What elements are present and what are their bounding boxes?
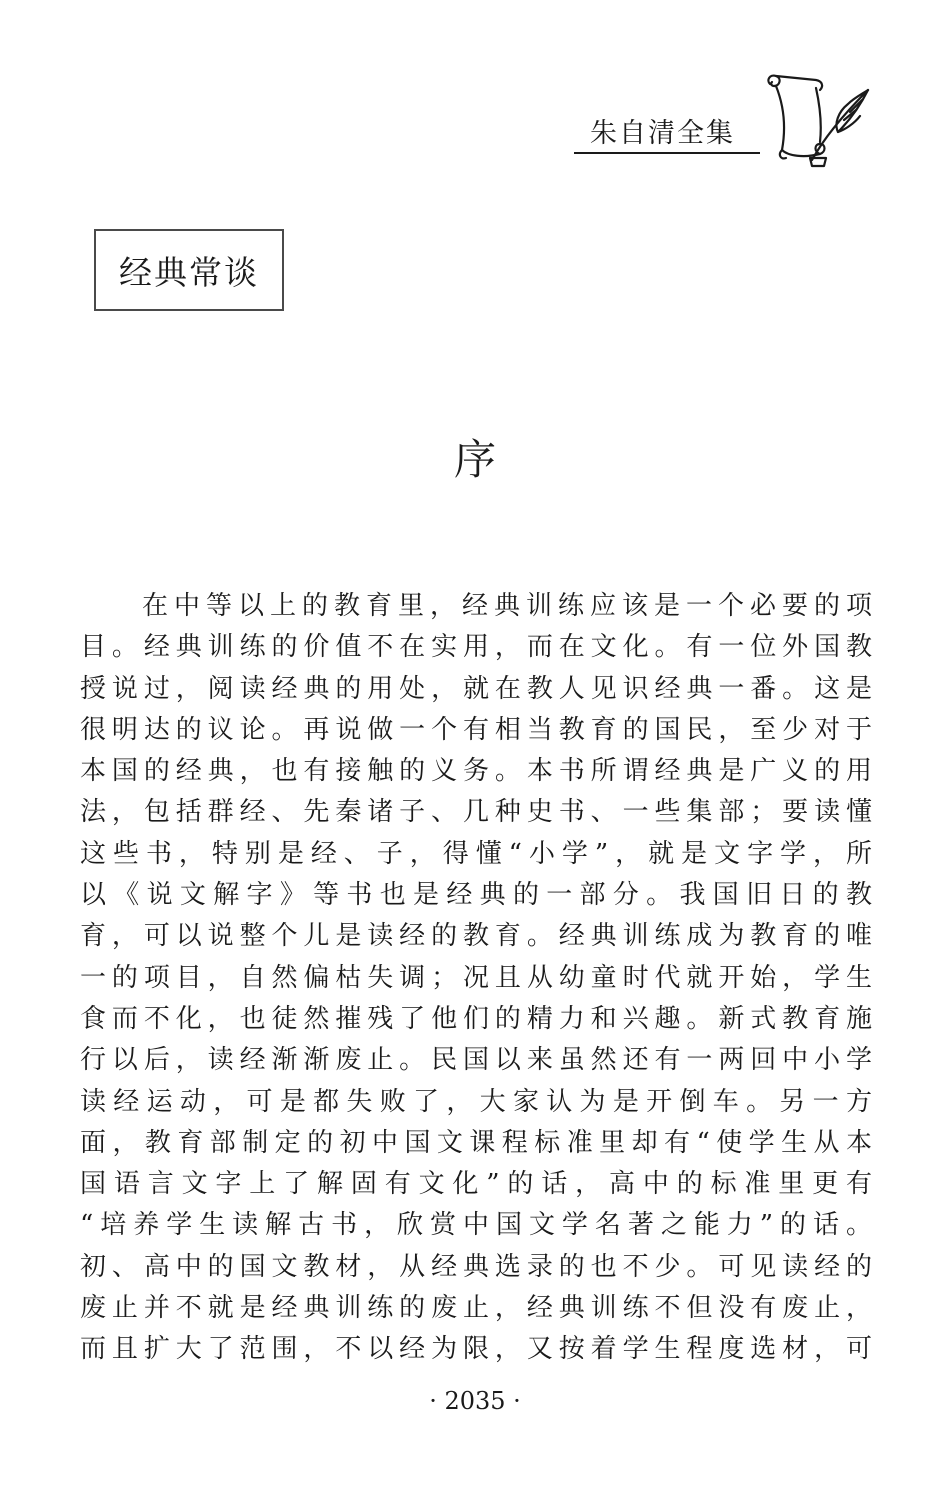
scroll-and-quill-icon (764, 72, 874, 168)
text-line: 目。经典训练的价值不在实用，而在文化。有一位外国教 (80, 632, 872, 663)
running-head (574, 118, 760, 154)
text-line: 在中等以上的教育里，经典训练应该是一个必要的项 (142, 591, 872, 621)
text-line: 食而不化，也徒然摧残了他们的精力和兴趣。新式教育施 (80, 1003, 872, 1034)
text-line: 面，教育部制定的初中国文课程标准里却有“使学生从本 (80, 1127, 872, 1158)
book-title-box (94, 229, 284, 311)
page-number: · 2035 · (429, 1387, 521, 1415)
text-line: 一的项目，自然偏枯失调；况且从幼童时代就开始，学生 (80, 962, 872, 993)
text-line: 废止并不就是经典训练的废止，经典训练不但没有废止， (80, 1293, 872, 1324)
text-line: 行以后，读经渐渐废止。民国以来虽然还有一两回中小学 (80, 1045, 872, 1076)
text-line: 育，可以说整个儿是读经的教育。经典训练成为教育的唯 (80, 921, 872, 952)
text-line: “培养学生读解古书，欣赏中国文学名著之能力”的话。 (80, 1210, 872, 1241)
chapter-title: 序 (453, 435, 496, 484)
text-line: 授说过，阅读经典的用处，就在教人见识经典一番。这是 (80, 673, 872, 704)
body-text (80, 586, 872, 1371)
text-line: 本国的经典，也有接触的义务。本书所谓经典是广义的用 (80, 756, 872, 787)
running-title: 朱自清全集 (590, 118, 735, 149)
text-line: 而且扩大了范围，不以经为限，又按着学生程度选材，可 (80, 1334, 872, 1365)
text-line: 读经运动，可是都失败了，大家认为是开倒车。另一方 (80, 1086, 872, 1117)
text-line: 初、高中的国文教材，从经典选录的也不少。可见读经的 (80, 1251, 872, 1282)
text-line: 很明达的议论。再说做一个有相当教育的国民，至少对于 (80, 714, 872, 745)
text-line: 法，包括群经、先秦诸子、几种史书、一些集部；要读懂 (80, 797, 872, 828)
text-line: 国语言文字上了解固有文化”的话，高中的标准里更有 (80, 1169, 872, 1200)
text-line: 以《说文解字》等书也是经典的一部分。我国旧日的教 (80, 880, 872, 911)
text-line: 这些书，特别是经、子，得懂“小学”，就是文字学，所 (80, 838, 872, 869)
book-title: 经典常谈 (119, 252, 259, 292)
